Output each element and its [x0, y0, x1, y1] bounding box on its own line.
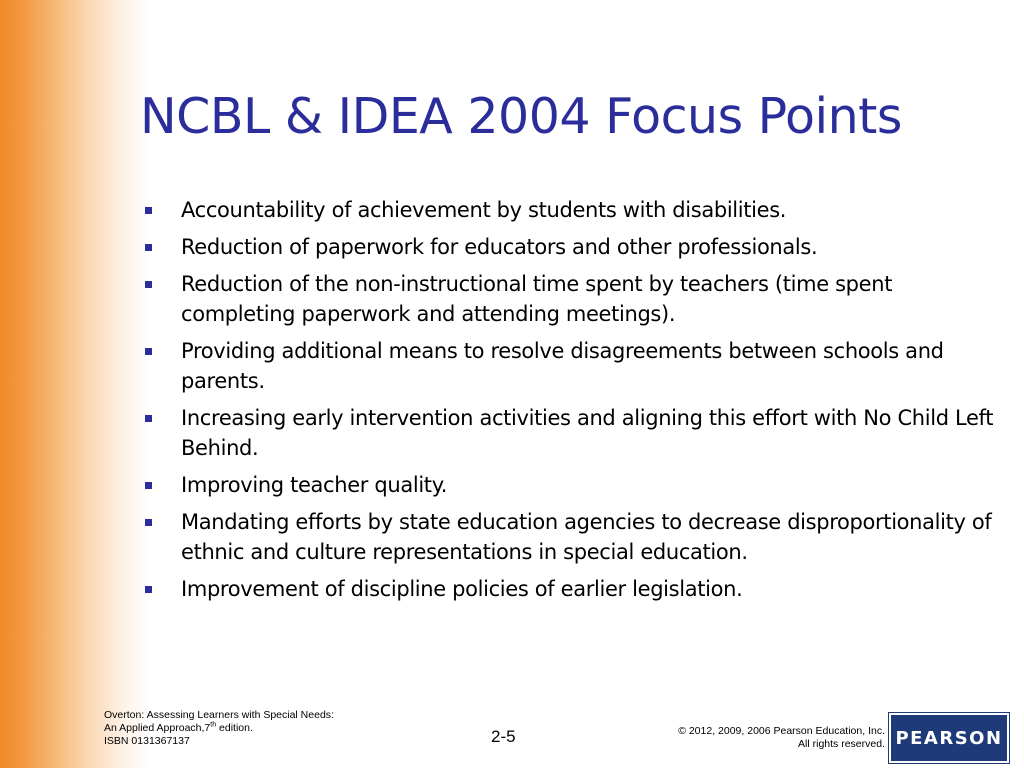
logo-text: PEARSON	[895, 727, 1003, 749]
bullet-item	[140, 403, 1000, 463]
side-gradient-bar	[0, 0, 150, 768]
bullet-text: Providing additional means to resolve disagreements between schools and parents.	[181, 339, 944, 393]
bullet-item	[140, 507, 1000, 567]
square-bullet-icon	[145, 586, 152, 593]
bullet-list	[140, 195, 1000, 611]
copyright-line: © 2012, 2009, 2006 Pearson Education, Inc.	[678, 725, 885, 737]
bullet-text: Improving teacher quality.	[181, 473, 448, 497]
copyright-notice	[678, 725, 885, 751]
bullet-text: Increasing early intervention activities and aligning this effort with No Child Left Behind.	[181, 406, 994, 460]
edition-suffix: edition.	[216, 722, 253, 734]
square-bullet-icon	[145, 482, 152, 489]
bullet-text: Reduction of the non-instructional time spent by teachers (time spent completing paperwork and attending meetings).	[181, 272, 893, 326]
slide-title: NCBL & IDEA 2004 Focus Points	[140, 88, 902, 145]
square-bullet-icon	[145, 415, 152, 422]
book-citation	[104, 709, 334, 748]
isbn-line: ISBN 0131367137	[104, 735, 190, 747]
square-bullet-icon	[145, 348, 152, 355]
square-bullet-icon	[145, 519, 152, 526]
bullet-item	[140, 269, 1000, 329]
edition-prefix: An Applied Approach,7	[104, 722, 211, 734]
bullet-text: Mandating efforts by state education agencies to decrease disproportionality of ethnic and culture representations in special education.	[181, 510, 992, 564]
bullet-text: Improvement of discipline policies of earlier legislation.	[181, 577, 743, 601]
book-edition-line	[104, 722, 334, 735]
edition-superscript: th	[210, 721, 217, 729]
bullet-item	[140, 195, 1000, 225]
slide-number: 2-5	[491, 727, 516, 746]
bullet-item	[140, 574, 1000, 604]
bullet-text: Reduction of paperwork for educators and other professionals.	[181, 235, 818, 259]
bullet-item	[140, 470, 1000, 500]
rights-line: All rights reserved.	[798, 738, 885, 750]
square-bullet-icon	[145, 207, 152, 214]
bullet-item	[140, 232, 1000, 262]
bullet-item	[140, 336, 1000, 396]
square-bullet-icon	[145, 244, 152, 251]
square-bullet-icon	[145, 281, 152, 288]
bullet-text: Accountability of achievement by students with disabilities.	[181, 198, 787, 222]
book-title-line: Overton: Assessing Learners with Special Needs:	[104, 709, 334, 721]
pearson-logo	[889, 713, 1009, 763]
